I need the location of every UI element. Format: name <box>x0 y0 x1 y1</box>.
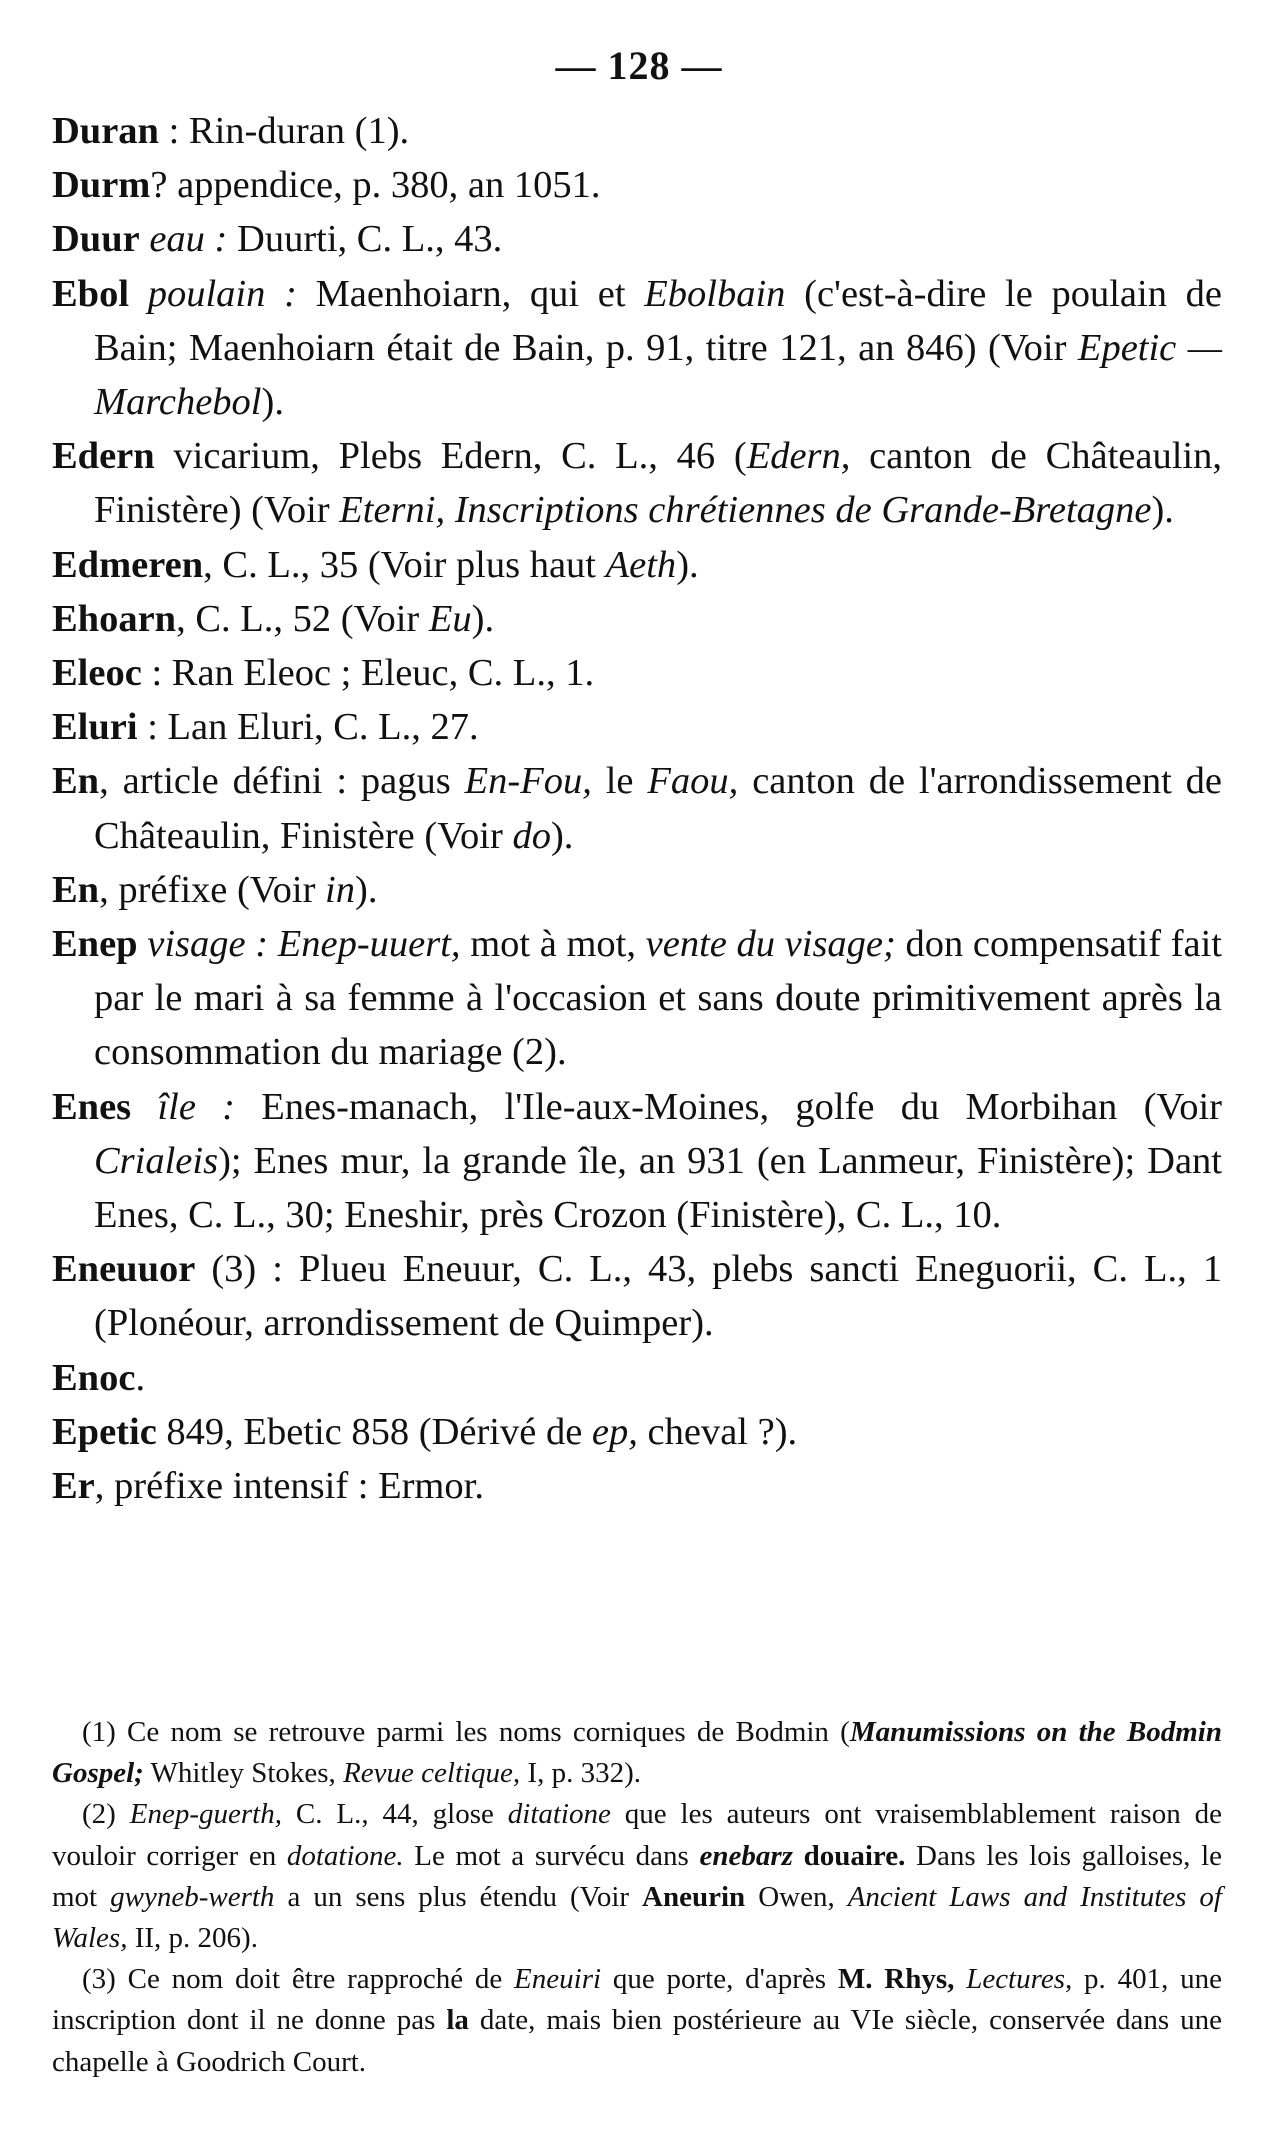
glossary-entry <box>52 917 1222 1080</box>
italic-text: visage : Enep-uuert, <box>147 923 461 966</box>
italic-text: Ebolbain <box>644 272 786 315</box>
footnote <box>52 1794 1222 1959</box>
text-run: II, p. 206). <box>127 1922 258 1955</box>
glossary-entry <box>52 267 1222 430</box>
bold-text: Duur <box>52 218 140 261</box>
italic-text: gwyneb-werth <box>110 1880 275 1913</box>
italic-text: in <box>325 868 355 911</box>
glossary-entry <box>52 700 1222 754</box>
bold-text: En <box>52 760 100 803</box>
glossary-entry <box>52 1242 1222 1350</box>
bold-text: Eluri <box>52 706 138 749</box>
text-run: date, mais bien postérieure au VIe siècle, conservée dans une chapelle à Goodrich Court. <box>52 2004 1222 2078</box>
glossary-entry <box>52 158 1222 212</box>
text-run: ); Enes mur, la grande île, an 931 (en Lanmeur, Finistère); Dant Enes, C. L., 30; Eneshir, près Crozon (Finistère), C. L., 10. <box>94 1139 1222 1237</box>
bold-text: Er <box>52 1465 95 1508</box>
text-run: Enes-manach, l'Ile-aux-Moines, golfe du Morbihan (Voir <box>235 1085 1222 1128</box>
bold-text: douaire. <box>803 1839 906 1872</box>
italic-text: Crialeis <box>94 1139 219 1182</box>
bold-text: Duran <box>52 110 159 152</box>
bold-text: Enep <box>52 923 138 966</box>
text-run: (c'est-à-dire le poulain de Bain; Maenhoiarn était de Bain, p. 91, titre 121, an 846) (Voir <box>94 272 1222 369</box>
text-run: canton de Châteaulin, Finistère) (Voir <box>94 435 1222 532</box>
glossary-entry <box>52 1351 1222 1405</box>
italic-text: ditatione <box>507 1798 611 1831</box>
text-run: : Ran Eleoc ; Eleuc, C. L., 1. <box>141 652 595 695</box>
glossary-entry <box>52 754 1222 862</box>
glossary-entry <box>52 1459 1222 1513</box>
text-run: ). <box>261 381 284 424</box>
italic-text: Edern, <box>746 435 851 478</box>
italic-text: eau : <box>149 218 228 261</box>
bold-text: Edmeren <box>52 543 204 586</box>
text-run: , C. L., 52 (Voir <box>176 597 429 640</box>
italic-text: ep, <box>591 1410 638 1453</box>
text-run: : Rin-duran (1). <box>158 110 410 152</box>
glossary-entry <box>52 646 1222 700</box>
text-run: , C. L., 35 (Voir plus haut <box>203 543 606 586</box>
text-run: Le mot a survécu dans <box>403 1839 700 1872</box>
text-run: , article défini : pagus <box>99 760 465 803</box>
bold-text: M. Rhys, <box>837 1963 955 1996</box>
text-run <box>129 273 148 315</box>
text-run: canton de l'arrondissement de Châteaulin, Finistère (Voir <box>94 760 1222 857</box>
text-run: (2) <box>82 1798 130 1831</box>
glossary-entry <box>52 212 1222 266</box>
italic-text: poulain : <box>147 272 297 315</box>
footnote <box>52 1959 1222 2083</box>
text-run: Duurti, C. L., 43. <box>227 218 503 261</box>
text-run: : Lan Eluri, C. L., 27. <box>137 706 479 749</box>
text-run <box>138 923 148 965</box>
text-run: (3) Ce nom doit être rapproché de <box>82 1963 515 1996</box>
bold-italic-text: enebarz <box>699 1839 793 1872</box>
bold-text: Ehoarn <box>52 597 177 640</box>
text-run: ). <box>676 543 699 586</box>
text-run: Dans les lois galloises, le mot <box>52 1839 1222 1913</box>
text-run: 849, Ebetic 858 (Dérivé de <box>156 1410 592 1453</box>
bold-text: Aneurin <box>642 1880 746 1913</box>
text-run: mot à mot, <box>460 923 646 966</box>
text-run: ). <box>355 868 378 911</box>
italic-text: Ancient Laws and Institutes of Wales, <box>52 1880 1222 1955</box>
text-run: vicarium, Plebs Edern, C. L., 46 ( <box>154 435 747 478</box>
text-run: que porte, d'après <box>601 1963 838 1996</box>
footnote <box>52 1712 1222 1794</box>
text-run: le <box>591 760 648 803</box>
text-run: p. 401, une inscription dont il ne donne pas <box>52 1963 1222 2037</box>
italic-text: Eneuiri <box>514 1963 602 1996</box>
page-number: — 128 — <box>555 43 723 88</box>
bold-text: Enes <box>52 1085 132 1128</box>
italic-text: En-Fou, <box>464 760 592 803</box>
footnotes <box>52 1712 1222 2083</box>
glossary-entry <box>52 592 1222 646</box>
italic-text: Epetic — Marchebol <box>94 326 1222 424</box>
text-run: Owen, <box>745 1880 848 1913</box>
text-run: Maenhoiarn, qui et <box>296 272 645 315</box>
bold-text: Edern <box>52 435 155 478</box>
text-run: a un sens plus étendu (Voir <box>274 1880 643 1913</box>
text-run: ). <box>550 814 574 857</box>
text-run <box>954 1963 966 1995</box>
bold-text: Eneuuor <box>52 1248 196 1291</box>
glossary-entry <box>52 538 1222 592</box>
italic-text: Enep-guerth, <box>129 1798 282 1831</box>
text-run: que les auteurs ont vraisemblablement raison de vouloir corriger en <box>52 1798 1222 1872</box>
italic-text: Revue celtique, <box>343 1757 521 1790</box>
text-run: ). <box>1151 489 1174 532</box>
glossary-entry <box>52 1080 1222 1243</box>
glossary-entry <box>52 429 1222 537</box>
bold-text: Epetic <box>52 1410 157 1453</box>
italic-text: Eterni, Inscriptions chrétiennes de Grande-Bretagne <box>339 489 1152 532</box>
text-run: don compensatif fait par le mari à sa femme à l'occasion et sans doute primitivement après la consommation du mariage (2). <box>94 923 1223 1074</box>
text-run: cheval ?). <box>637 1410 798 1453</box>
italic-text: île : <box>157 1085 235 1128</box>
text-run: , préfixe intensif : Ermor. <box>94 1465 484 1508</box>
italic-text: dotatione. <box>286 1839 404 1872</box>
glossary-entries <box>52 104 1222 1513</box>
text-run: ? appendice, p. 380, an 1051. <box>150 164 601 207</box>
glossary-entry <box>52 1405 1222 1459</box>
text-run: . <box>135 1356 146 1399</box>
bold-text: la <box>446 2004 469 2037</box>
text-run: Whitley Stokes, <box>143 1757 344 1790</box>
text-run <box>140 218 150 260</box>
text-run <box>131 1086 157 1128</box>
italic-text: do <box>512 814 551 857</box>
text-run: (3) : Plueu Eneuur, C. L., 43, plebs sancti Eneguorii, C. L., 1 (Plonéour, arrondissement de Quimper). <box>94 1248 1222 1345</box>
italic-text: Lectures, <box>966 1963 1073 1996</box>
text-run: (1) Ce nom se retrouve parmi les noms corniques de Bodmin ( <box>82 1716 850 1748</box>
italic-text: vente du visage; <box>645 923 896 966</box>
bold-text: Durm <box>52 164 151 207</box>
bold-text: Ebol <box>52 272 130 315</box>
bold-text: En <box>52 868 100 911</box>
text-run <box>793 1840 804 1872</box>
text-run: ). <box>471 597 495 640</box>
glossary-entry <box>52 104 1222 158</box>
bold-italic-text: Manumissions on the Bodmin Gospel; <box>52 1716 1222 1790</box>
text-run: , préfixe (Voir <box>99 868 326 911</box>
text-run: C. L., 44, glose <box>281 1798 508 1831</box>
italic-text: Eu <box>428 597 472 640</box>
text-run: I, p. 332). <box>520 1757 642 1790</box>
glossary-entry <box>52 863 1222 917</box>
bold-text: Enoc <box>52 1356 136 1399</box>
italic-text: Faou, <box>647 760 739 803</box>
italic-text: Aeth <box>605 543 677 586</box>
bold-text: Eleoc <box>52 652 142 695</box>
